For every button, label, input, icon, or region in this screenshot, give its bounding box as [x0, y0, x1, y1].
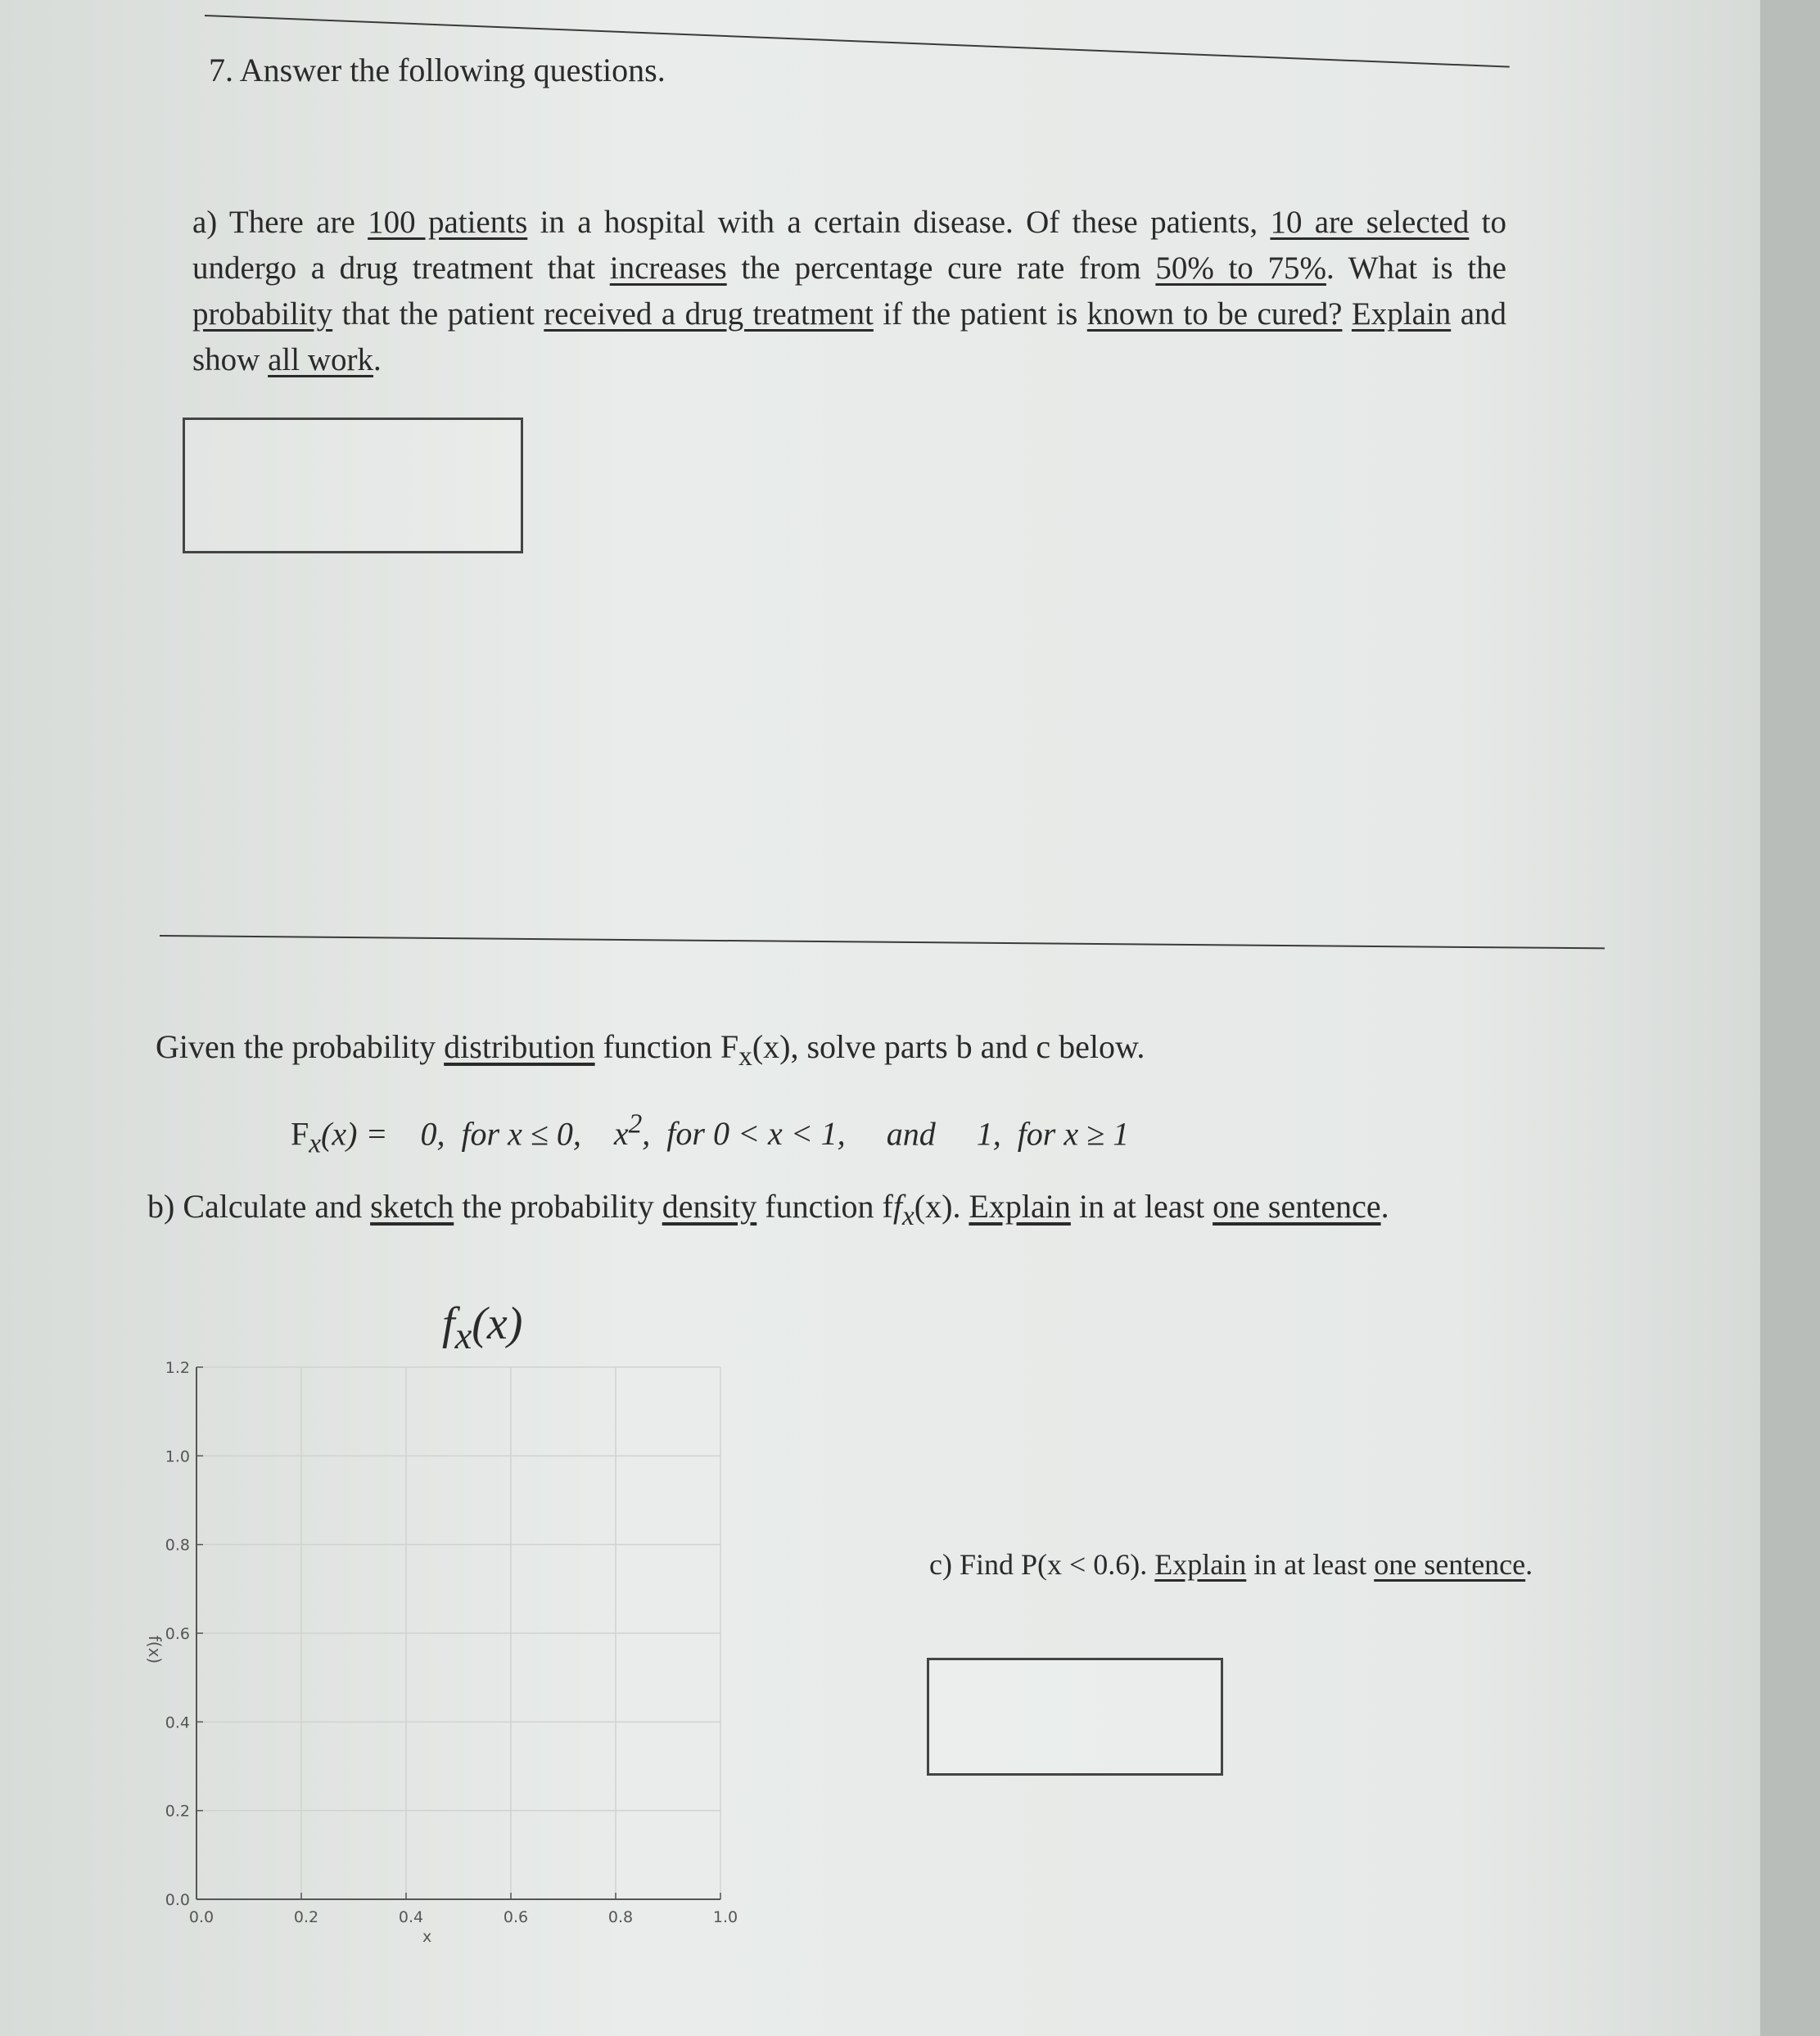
- formula-piece-3: 1, for x ≥ 1: [976, 1115, 1130, 1153]
- formula-piece-2: $x^2$, for 0 < x < 1,: [613, 1109, 846, 1153]
- underlined-phrase: known to be cured?: [1086, 296, 1343, 332]
- text-segment: that the patient: [332, 296, 544, 332]
- x-tick-label: 1.0: [712, 1908, 738, 1926]
- text-segment: and show: [192, 296, 1507, 377]
- text-segment: if the patient is: [873, 296, 1087, 332]
- y-tick-label: 0.0: [165, 1891, 190, 1909]
- text-segment: a) There are: [192, 205, 368, 240]
- y-tick-label: 1.2: [165, 1359, 190, 1377]
- y-tick-label: 0.2: [165, 1802, 190, 1821]
- part-c-question: c) Find P(x < 0.6). Explain in at least one sentence.: [929, 1548, 1533, 1581]
- text-segment: . What is the: [1325, 251, 1506, 286]
- underlined-phrase: probability: [192, 296, 333, 332]
- section-divider: [160, 935, 1605, 949]
- text-segment: in a hospital with a certain disease. Of these patients,: [527, 205, 1271, 240]
- y-tick-label: 0.4: [165, 1713, 190, 1732]
- text-segment: the percentage cure rate from: [726, 251, 1156, 286]
- formula-piece-1: 0, for x ≤ 0,: [420, 1115, 581, 1153]
- y-tick-label: 0.8: [165, 1536, 190, 1555]
- part-b-question: b) Calculate and sketch the probability density function $ff_x(x)$. Explain in at least one sentence.: [147, 1188, 1389, 1231]
- underlined-phrase: 100 patients: [368, 205, 528, 240]
- text-segment: [1342, 296, 1351, 332]
- underlined-phrase: increases: [609, 251, 727, 286]
- x-tick-label: 0.6: [503, 1908, 529, 1926]
- answer-box-a[interactable]: [183, 418, 523, 553]
- page-edge-shadow: [1760, 0, 1820, 2036]
- answer-box-c[interactable]: [927, 1658, 1223, 1776]
- text-segment: .: [373, 342, 382, 377]
- y-tick-label: 0.6: [165, 1625, 190, 1643]
- cdf-formula: $F_x(x)$ = 0, for x ≤ 0, $x^2$, for 0 < x < 1, and 1, for x ≥ 1: [291, 1109, 1130, 1159]
- underlined-phrase: Explain: [1351, 296, 1452, 332]
- chart-title: $f_x(x)$: [442, 1298, 523, 1358]
- underlined-phrase: received a drug treatment: [544, 296, 874, 332]
- x-tick-label: 0.8: [607, 1908, 634, 1926]
- question-title: 7. Answer the following questions.: [209, 52, 666, 88]
- underlined-phrase: 50% to 75%: [1155, 251, 1326, 286]
- x-tick-label: 0.0: [188, 1908, 215, 1926]
- x-axis-label: x: [422, 1928, 432, 1946]
- pdf-sketch-graph[interactable]: [131, 1343, 753, 1965]
- x-tick-label: 0.2: [293, 1908, 319, 1926]
- text-segment: to undergo a drug treatment that: [192, 205, 1506, 286]
- y-tick-label: 1.0: [165, 1447, 190, 1466]
- underlined-phrase: 10 are selected: [1270, 205, 1470, 240]
- formula-and: and: [886, 1115, 936, 1153]
- x-tick-label: 0.4: [398, 1908, 424, 1926]
- given-statement: Given the probability distribution function $F_x(x)$, solve parts b and c below.: [156, 1028, 1145, 1072]
- part-a-question: [192, 200, 1506, 383]
- underlined-phrase: all work: [268, 342, 373, 377]
- y-axis-label: f(x): [145, 1635, 165, 1664]
- given-underlined-word: distribution: [444, 1028, 595, 1065]
